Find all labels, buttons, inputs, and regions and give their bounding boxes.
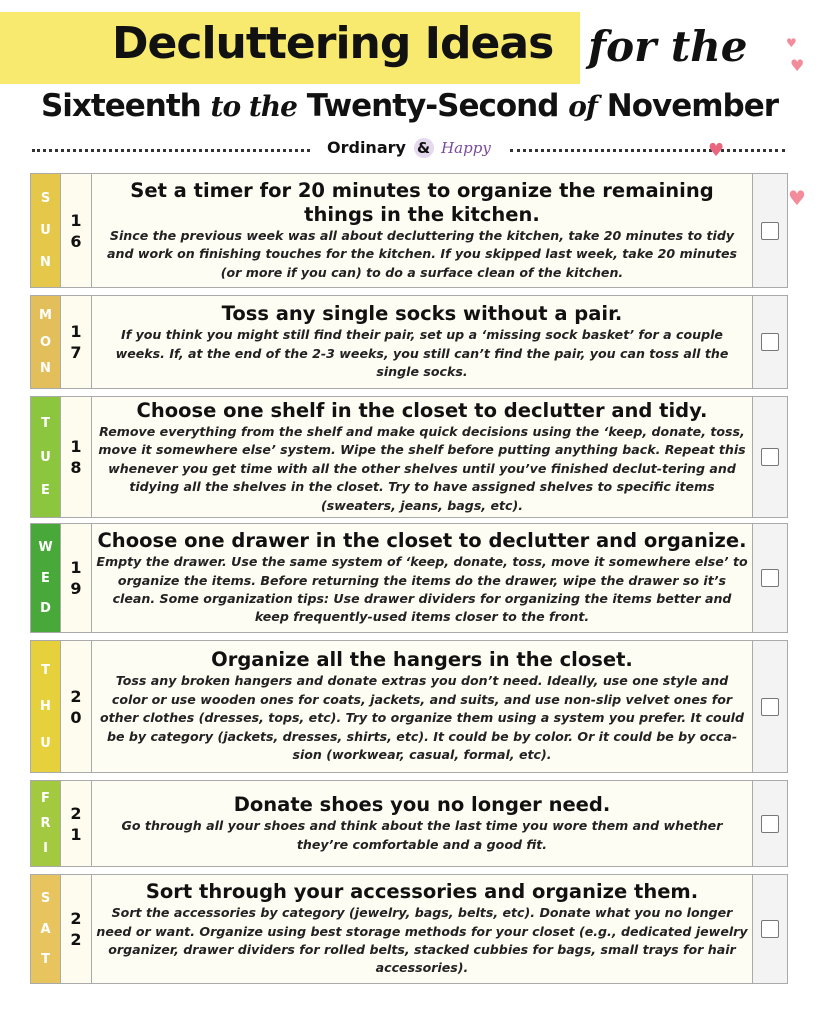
- day-label: [31, 397, 60, 517]
- dotted-divider: [32, 149, 310, 152]
- task-checkbox[interactable]: [761, 815, 779, 833]
- task-description: Go through all your shoes and think about the last time you wore them and whether they’re comfortable and a good fit.: [121, 818, 723, 852]
- date-label: [60, 296, 92, 388]
- day-label: [31, 524, 60, 632]
- day-letter: R: [40, 816, 51, 831]
- checkbox-column: [753, 397, 787, 517]
- task-description: Toss any broken hangers and donate extras you don’t need. Ideally, use one style and color or use wooden ones for coats, jackets, and suits, and use non-slip velvet ones for other clothes (dresses, tops, etc). Try to organize them using a system you prefer. It could be by category (jackets, dresses, shirts, etc). It could be by color. Or it could be by occa-sion (workwear, casual, formal, etc).: [99, 673, 745, 763]
- date-label: [60, 174, 92, 287]
- date-digit: 1: [70, 437, 82, 456]
- task-title: Sort through your accessories and organize them.: [145, 880, 699, 904]
- checkbox-column: [753, 296, 787, 388]
- day-letter: S: [40, 890, 51, 906]
- checkbox-column: [753, 524, 787, 632]
- task-description: If you think you might still find their pair, set up a ‘missing sock basket’ for a couple weeks. If, at the end of the 2-3 weeks, you still can’t find the pair, you can toss all the single socks.: [115, 327, 729, 380]
- subtitle-script: to the: [210, 90, 297, 123]
- brand-amp: &: [414, 138, 434, 158]
- task-row: [30, 640, 788, 773]
- day-letter: E: [41, 483, 50, 499]
- subtitle-script: of: [568, 90, 597, 123]
- task-row: [30, 780, 788, 867]
- day-letter: M: [39, 307, 52, 323]
- subtitle-part: November: [606, 88, 779, 124]
- day-letter: F: [41, 791, 50, 806]
- date-label: [60, 397, 92, 517]
- heart-icon: ♥: [790, 56, 805, 75]
- task-title: Set a timer for 20 minutes to organize the remaining things in the kitchen.: [130, 178, 714, 226]
- task-checkbox[interactable]: [761, 569, 779, 587]
- task-content: [92, 397, 753, 517]
- task-checkbox[interactable]: [761, 448, 779, 466]
- day-label: [31, 174, 60, 287]
- heart-icon: ♥: [788, 186, 806, 210]
- date-label: [60, 875, 92, 983]
- date-digit: 6: [70, 231, 82, 251]
- task-row: [30, 295, 788, 389]
- brand-right: Happy: [441, 139, 491, 157]
- date-digit: 1: [70, 558, 82, 577]
- task-row: [30, 874, 788, 984]
- day-letter: T: [41, 952, 50, 968]
- task-checkbox[interactable]: [761, 222, 779, 240]
- task-title: Donate shoes you no longer need.: [233, 793, 611, 817]
- checkbox-column: [753, 875, 787, 983]
- day-label: [31, 875, 60, 983]
- day-label: [31, 296, 60, 388]
- task-title: Toss any single socks without a pair.: [221, 302, 623, 326]
- brand-logo: [327, 138, 491, 158]
- subtitle-part: Twenty-Second: [306, 88, 559, 124]
- subtitle-part: Sixteenth: [40, 88, 201, 124]
- day-letter: H: [40, 699, 51, 714]
- checkbox-column: [753, 174, 787, 287]
- task-title: Choose one drawer in the closet to declutter and organize.: [97, 529, 747, 553]
- day-letter: N: [40, 361, 51, 377]
- task-checkbox[interactable]: [761, 333, 779, 351]
- page-title: Decluttering Ideas: [112, 18, 554, 69]
- task-checkbox[interactable]: [761, 920, 779, 938]
- day-label: [31, 781, 60, 866]
- brand-left: Ordinary: [327, 138, 406, 157]
- date-digit: 1: [70, 824, 82, 844]
- task-description: Empty the drawer. Use the same system of ‘keep, donate, toss, move it somewhere else’ to organize the items. Before returning the items do the drawer, wipe the drawer so it’s clean. Some organization tips: Use drawer dividers for organizing the items better and keep frequently-used items closer to the front.: [96, 554, 748, 625]
- day-letter: U: [40, 735, 51, 751]
- task-content: [92, 781, 753, 866]
- date-digit: 2: [70, 909, 82, 928]
- date-digit: 8: [70, 458, 82, 477]
- task-content: [92, 296, 753, 388]
- day-letter: D: [40, 601, 51, 617]
- date-label: [60, 524, 92, 632]
- date-label: [60, 641, 92, 772]
- date-digit: 2: [70, 803, 82, 823]
- day-letter: A: [40, 921, 51, 937]
- day-letter: O: [39, 334, 52, 350]
- date-digit: 7: [70, 343, 82, 362]
- day-letter: I: [43, 841, 48, 856]
- task-content: [92, 641, 753, 772]
- task-title: Choose one shelf in the closet to declutter and tidy.: [136, 398, 708, 422]
- checkbox-column: [753, 641, 787, 772]
- day-letter: W: [38, 539, 53, 555]
- task-description: Since the previous week was all about decluttering the kitchen, take 20 minutes to tidy and work on finishing touches for the kitchen. If you skipped last week, take 20 minutes (or more if you can) to do a surface clean of the kitchen.: [106, 227, 737, 280]
- task-title: Organize all the hangers in the closet.: [211, 648, 633, 672]
- heart-icon: ♥: [786, 36, 797, 50]
- page-title-script: for the: [588, 22, 748, 71]
- day-letter: T: [41, 662, 50, 678]
- day-letter: N: [40, 255, 51, 270]
- day-letter: U: [40, 449, 51, 465]
- task-row: [30, 523, 788, 633]
- task-description: Sort the accessories by category (jewelry, bags, belts, etc). Donate what you no longer need or want. Organize using best storage methods for your closet (e.g., dedicated jewelry organizer, drawer dividers for rolled belts, stacked cubbies for bags, small trays for hair accessories).: [96, 905, 748, 976]
- task-row: [30, 173, 788, 288]
- date-label: [60, 781, 92, 866]
- date-digit: 9: [70, 579, 82, 598]
- day-letter: T: [41, 415, 50, 431]
- task-row: [30, 396, 788, 518]
- date-digit: 2: [70, 686, 82, 706]
- page-subtitle: [0, 88, 819, 124]
- task-content: [92, 524, 753, 632]
- day-letter: U: [40, 223, 51, 238]
- byline: [0, 137, 819, 163]
- date-digit: 2: [70, 930, 82, 949]
- day-letter: S: [40, 191, 51, 206]
- task-checkbox[interactable]: [761, 698, 779, 716]
- date-digit: 1: [70, 210, 82, 230]
- dotted-divider: [510, 149, 785, 152]
- task-content: [92, 875, 753, 983]
- date-digit: 1: [70, 322, 82, 341]
- checkbox-column: [753, 781, 787, 866]
- day-label: [31, 641, 60, 772]
- task-description: Remove everything from the shelf and make quick decisions using the ‘keep, donate, toss, move it somewhere else’ system. Wipe the shelf before putting anything back. Repeat this whenever you get time with all the other shelves until you’ve finished declut-tering and tidying all the shelves in the closet. Try to have assigned shelves to specific items (sweaters, jeans, bags, etc).: [98, 423, 746, 513]
- date-digit: 0: [70, 707, 82, 727]
- day-letter: E: [41, 570, 50, 586]
- task-content: [92, 174, 753, 287]
- heart-icon: ♥: [708, 140, 725, 161]
